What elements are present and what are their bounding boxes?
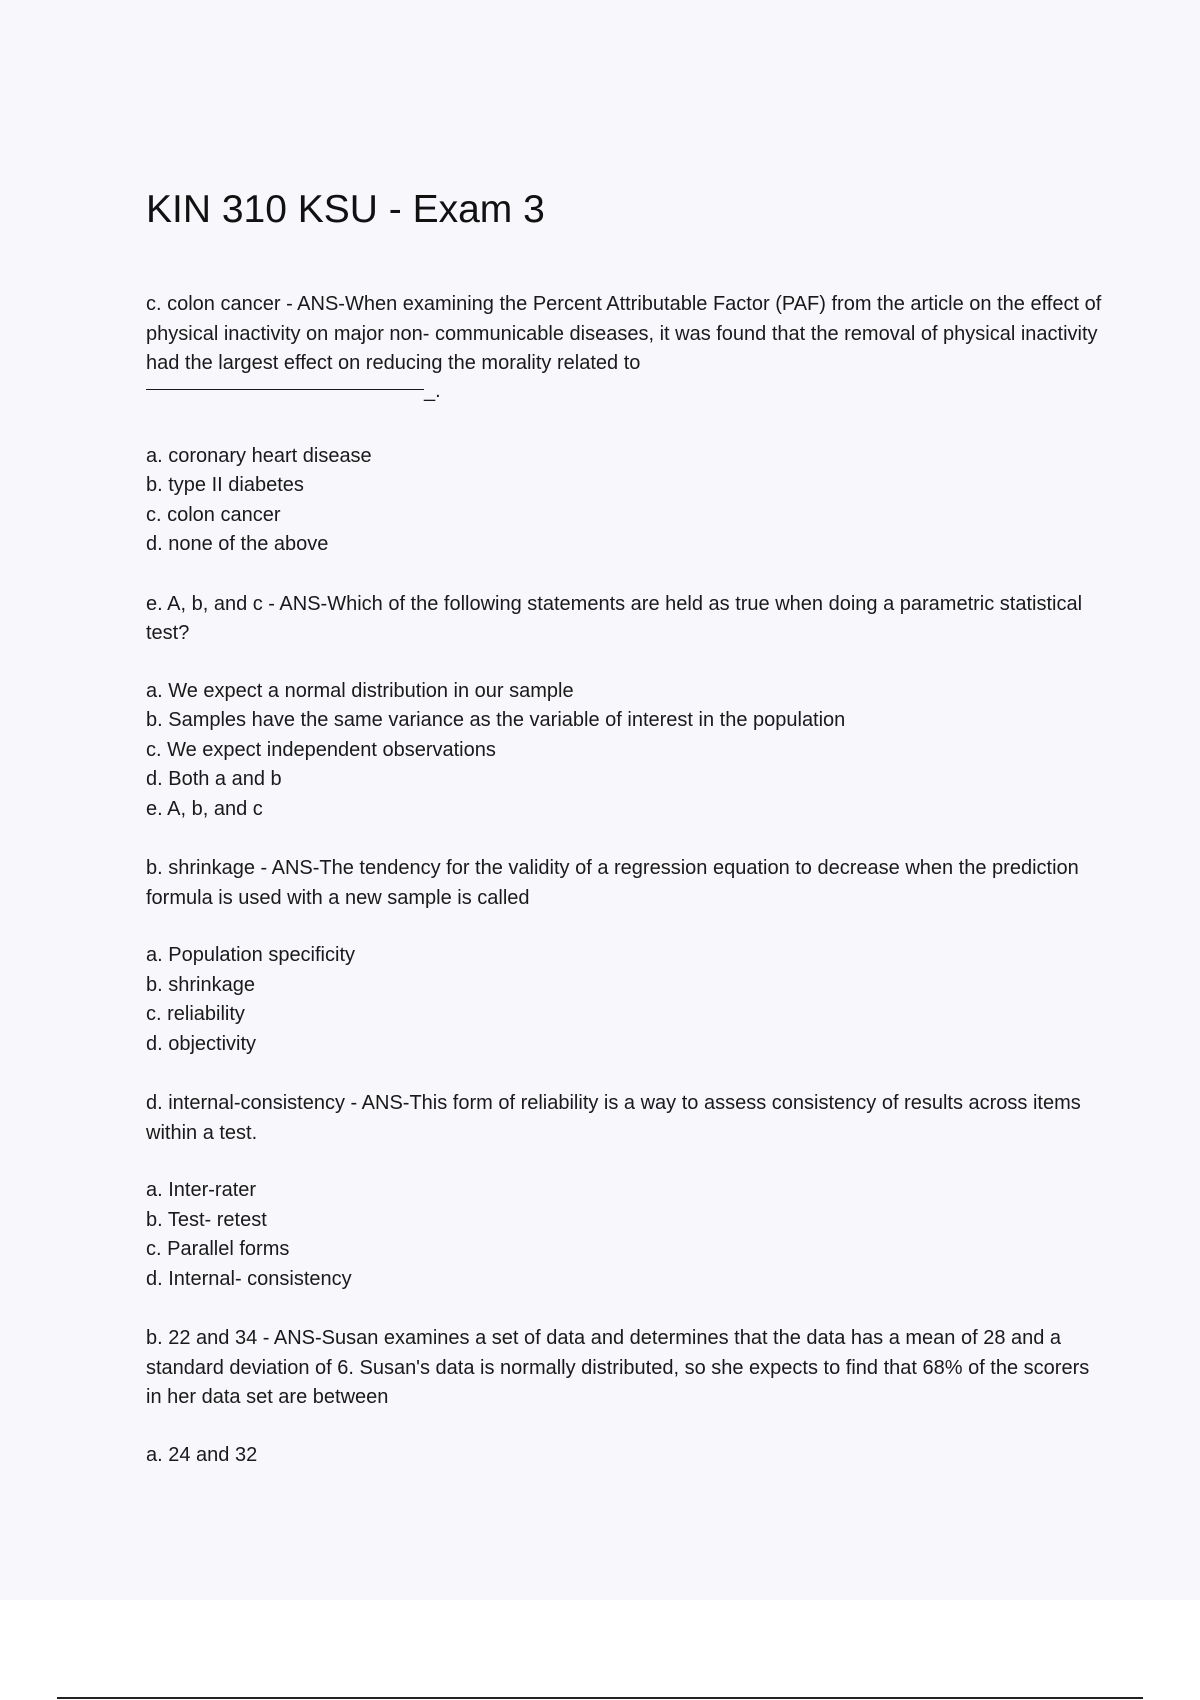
option-item: d. Internal- consistency	[146, 1267, 352, 1290]
page-divider	[57, 1697, 1143, 1699]
question-block-2	[146, 590, 1106, 825]
question-text: d. internal-consistency - ANS-This form of reliability is a way to assess consistency of results across items within a test.	[146, 1092, 1081, 1144]
option-item: c. colon cancer	[146, 503, 281, 526]
option-item: e. A, b, and c	[146, 797, 263, 820]
question-block-3	[146, 854, 1106, 1059]
option-item: b. Samples have the same variance as the variable of interest in the population	[146, 709, 846, 731]
question-block-1	[146, 290, 1106, 560]
option-item: c. reliability	[146, 1003, 245, 1025]
option-item: a. We expect a normal distribution in our sample	[146, 679, 574, 702]
option-list	[146, 442, 1106, 560]
question-text: b. shrinkage - ANS-The tendency for the validity of a regression equation to decrease when the prediction formula is used with a new sample is called	[146, 857, 1079, 909]
option-item: d. none of the above	[146, 533, 329, 555]
option-list	[146, 1176, 1106, 1294]
question-block-4	[146, 1089, 1106, 1294]
option-item: a. 24 and 32	[146, 1443, 258, 1466]
question-text: e. A, b, and c - ANS-Which of the following statements are held as true when doing a parametric statistical test?	[146, 592, 1083, 644]
option-item: b. shrinkage	[146, 973, 255, 996]
option-list	[146, 677, 1106, 825]
blank-tail: _.	[424, 379, 441, 402]
option-item: d. objectivity	[146, 1032, 257, 1055]
question-text: c. colon cancer - ANS-When examining the Percent Attributable Factor (PAF) from the article on the effect of physical inactivity on major non- communicable diseases, it was found that the removal of physical inactivity had the largest effect on reducing the morality related to	[146, 293, 1102, 374]
option-item: c. We expect independent observations	[146, 738, 496, 761]
option-item: a. coronary heart disease	[146, 444, 372, 467]
option-item: d. Both a and b	[146, 768, 282, 790]
option-list	[146, 1441, 1106, 1471]
option-item: c. Parallel forms	[146, 1238, 290, 1260]
question-text: b. 22 and 34 - ANS-Susan examines a set of data and determines that the data has a mean of 28 and a standard deviation of 6. Susan's data is normally distributed, so she expects to find that 68% of the scorers in her data set are between	[146, 1327, 1090, 1408]
answer-blank	[146, 379, 441, 414]
option-item: a. Inter-rater	[146, 1179, 257, 1201]
document-title: KIN 310 KSU - Exam 3	[146, 188, 545, 231]
option-item: b. type II diabetes	[146, 474, 304, 496]
question-block-5	[146, 1324, 1106, 1470]
option-item: a. Population specificity	[146, 944, 356, 966]
blank-line	[146, 389, 424, 390]
option-list	[146, 941, 1106, 1059]
document-content	[146, 186, 1106, 1500]
option-item: b. Test- retest	[146, 1208, 267, 1231]
